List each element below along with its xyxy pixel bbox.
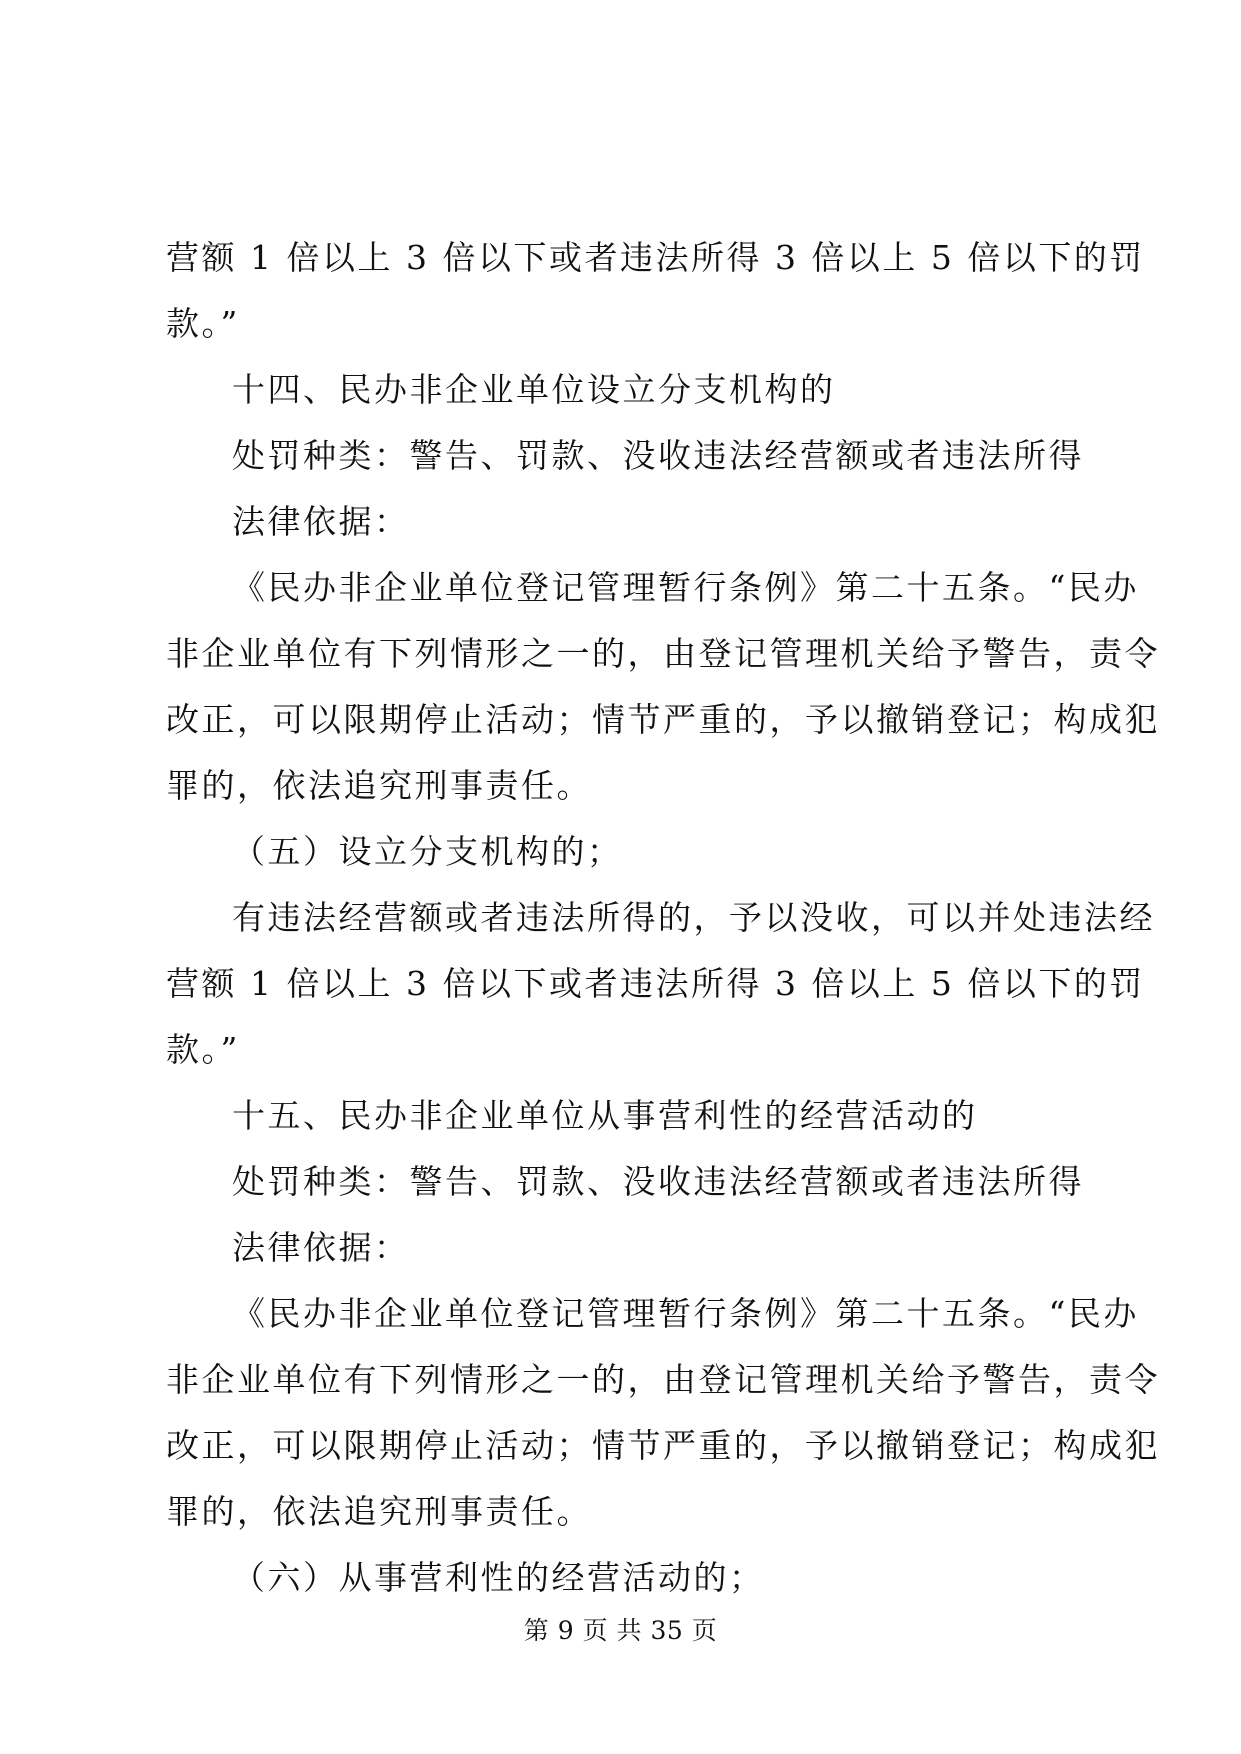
body-line: 《民办非企业单位登记管理暂行条例》第二十五条。“民办 bbox=[232, 568, 1139, 607]
penalty-type: 处罚种类：警告、罚款、没收违法经营额或者违法所得 bbox=[232, 436, 1084, 475]
body-line: 营额 1 倍以上 3 倍以下或者违法所得 3 倍以上 5 倍以下的罚 bbox=[166, 964, 1145, 1003]
page-number-footer: 第 9 页 共 35 页 bbox=[523, 1616, 718, 1645]
section-heading: 十四、民办非企业单位设立分支机构的 bbox=[232, 370, 836, 409]
body-line: 有违法经营额或者违法所得的，予以没收，可以并处违法经 bbox=[232, 898, 1155, 937]
body-line: 款。” bbox=[166, 1030, 240, 1069]
body-line: 改正，可以限期停止活动；情节严重的，予以撤销登记；构成犯 bbox=[166, 1426, 1160, 1465]
legal-basis-label: 法律依据： bbox=[232, 1228, 410, 1267]
body-line: 款。” bbox=[166, 304, 240, 343]
body-line: 罪的，依法追究刑事责任。 bbox=[166, 766, 592, 805]
clause-item: （六）从事营利性的经营活动的； bbox=[232, 1558, 765, 1597]
body-line: 罪的，依法追究刑事责任。 bbox=[166, 1492, 592, 1531]
body-line: 非企业单位有下列情形之一的，由登记管理机关给予警告，责令 bbox=[166, 634, 1160, 673]
body-line: 《民办非企业单位登记管理暂行条例》第二十五条。“民办 bbox=[232, 1294, 1139, 1333]
body-line: 营额 1 倍以上 3 倍以下或者违法所得 3 倍以上 5 倍以下的罚 bbox=[166, 238, 1145, 277]
legal-basis-label: 法律依据： bbox=[232, 502, 410, 541]
body-line: 非企业单位有下列情形之一的，由登记管理机关给予警告，责令 bbox=[166, 1360, 1160, 1399]
penalty-type: 处罚种类：警告、罚款、没收违法经营额或者违法所得 bbox=[232, 1162, 1084, 1201]
body-line: 改正，可以限期停止活动；情节严重的，予以撤销登记；构成犯 bbox=[166, 700, 1160, 739]
section-heading: 十五、民办非企业单位从事营利性的经营活动的 bbox=[232, 1096, 978, 1135]
clause-item: （五）设立分支机构的； bbox=[232, 832, 623, 871]
